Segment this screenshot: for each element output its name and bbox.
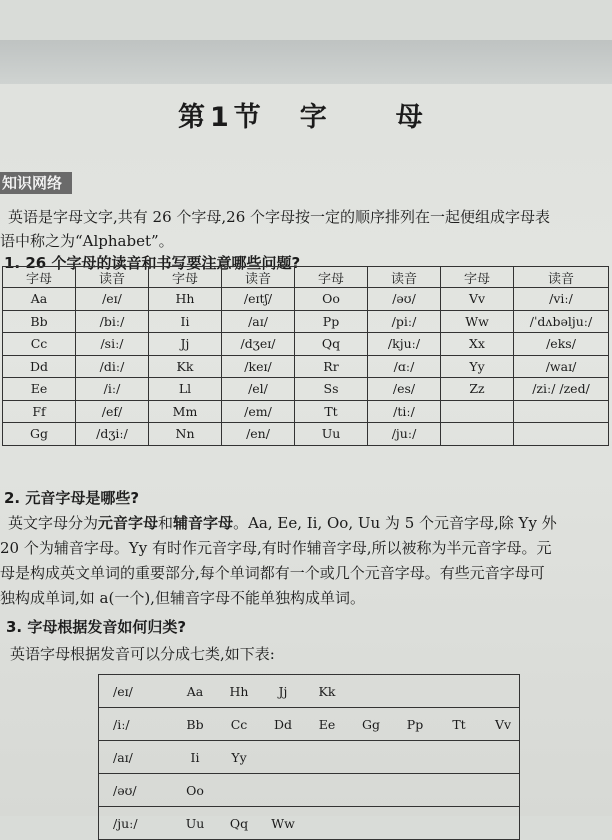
header-cell: 读音: [76, 267, 149, 288]
pronunciation-cell: /juː/: [368, 423, 441, 446]
letter-cell: Zz: [441, 378, 514, 401]
pronunciation-cell: [514, 400, 609, 423]
paragraph-2-line-3: 母是构成英文单词的重要部分,每个单词都有一个或几个元音字母。有些元音字母可: [0, 564, 545, 582]
header-cell: 字母: [3, 267, 76, 288]
letter-cell: Tt: [295, 400, 368, 423]
category-letter: Aa: [186, 683, 204, 699]
header-cell: 字母: [149, 267, 222, 288]
letter-cell: Gg: [3, 423, 76, 446]
table-row: [3, 310, 609, 333]
pronunciation-cell: /iː/: [76, 378, 149, 401]
letter-cell: Jj: [149, 333, 222, 356]
pronunciation-cell: /əʊ/: [368, 288, 441, 311]
category-letter: Ii: [190, 749, 200, 765]
intro-line-1: 英语是字母文字,共有 26 个字母,26 个字母按一定的顺序排列在一起便组成字母表: [8, 208, 551, 226]
letter-cell: Bb: [3, 310, 76, 333]
pronunciation-cell: /waɪ/: [514, 355, 609, 378]
pronunciation-cell: /diː/: [76, 355, 149, 378]
pronunciation-cell: /kjuː/: [368, 333, 441, 356]
pronunciation-category-table: [98, 674, 520, 840]
table-row: [3, 355, 609, 378]
letter-cell: Ss: [295, 378, 368, 401]
table-row: [3, 333, 609, 356]
pronunciation-cell: /es/: [368, 378, 441, 401]
paragraph-3: 英语字母根据发音可以分成七类,如下表:: [10, 645, 275, 663]
pronunciation-cell: /biː/: [76, 310, 149, 333]
category-letter: Bb: [186, 716, 204, 732]
pronunciation-cell: /ef/: [76, 400, 149, 423]
letter-cell: Aa: [3, 288, 76, 311]
category-letter: Cc: [230, 716, 248, 732]
letter-cell: Cc: [3, 333, 76, 356]
category-letter: Dd: [273, 716, 293, 732]
pronunciation-cell: /tiː/: [368, 400, 441, 423]
table-row: [3, 400, 609, 423]
pronunciation-cell: /eks/: [514, 333, 609, 356]
letter-cell: Kk: [149, 355, 222, 378]
question-1: 1. 26 个字母的读音和书写要注意哪些问题?: [4, 254, 301, 272]
alphabet-table: [2, 266, 609, 446]
category-letter: Tt: [452, 716, 466, 732]
letter-cell: [441, 400, 514, 423]
pronunciation-cell: [514, 423, 609, 446]
knowledge-network-badge: 知识网络: [0, 172, 72, 194]
question-2: 2. 元音字母是哪些?: [4, 489, 140, 507]
category-sound: /juː/: [113, 815, 138, 831]
letter-cell: Ii: [149, 310, 222, 333]
letter-cell: Ee: [3, 378, 76, 401]
category-letter: Jj: [278, 683, 288, 699]
pronunciation-cell: /viː/: [514, 288, 609, 311]
pronunciation-cell: /ziː/ /zed/: [514, 378, 609, 401]
pronunciation-cell: /piː/: [368, 310, 441, 333]
table-row: [3, 288, 609, 311]
category-letter: Pp: [406, 716, 424, 732]
header-cell: 读音: [368, 267, 441, 288]
letter-cell: Yy: [441, 355, 514, 378]
letter-cell: Ff: [3, 400, 76, 423]
letter-cell: Hh: [149, 288, 222, 311]
pronunciation-cell: /aɪ/: [222, 310, 295, 333]
pronunciation-cell: /ˈdʌbəljuː/: [514, 310, 609, 333]
category-letter: Vv: [494, 716, 512, 732]
letter-cell: Nn: [149, 423, 222, 446]
category-row: [99, 708, 519, 741]
category-row: [99, 807, 519, 839]
category-letter: Qq: [229, 815, 249, 831]
category-letter: Yy: [231, 749, 247, 765]
category-letter: Uu: [185, 815, 205, 831]
paragraph-2-line-1: 英文字母分为元音字母和辅音字母。Aa, Ee, Ii, Oo, Uu 为 5 个元音字母,除 Yy 外: [8, 514, 557, 532]
table-row: [3, 423, 609, 446]
category-sound: /iː/: [113, 716, 130, 732]
pronunciation-cell: /en/: [222, 423, 295, 446]
category-row: [99, 774, 519, 807]
category-letter: Oo: [186, 782, 204, 798]
category-letter: Kk: [318, 683, 336, 699]
category-sound: /eɪ/: [113, 683, 133, 699]
header-cell: 读音: [222, 267, 295, 288]
pronunciation-cell: /em/: [222, 400, 295, 423]
section-title: 第 1 节 字 母: [178, 102, 424, 133]
letter-cell: Rr: [295, 355, 368, 378]
previous-page-edge: [0, 40, 612, 84]
letter-cell: [441, 423, 514, 446]
letter-cell: Dd: [3, 355, 76, 378]
pronunciation-cell: /eɪtʃ/: [222, 288, 295, 311]
category-row: [99, 741, 519, 774]
letter-cell: Ww: [441, 310, 514, 333]
letter-cell: Pp: [295, 310, 368, 333]
pronunciation-cell: /el/: [222, 378, 295, 401]
pronunciation-cell: /keɪ/: [222, 355, 295, 378]
letter-cell: Qq: [295, 333, 368, 356]
category-sound: /aɪ/: [113, 749, 133, 765]
letter-cell: Oo: [295, 288, 368, 311]
category-letter: Ee: [318, 716, 336, 732]
category-row: [99, 675, 519, 708]
question-3: 3. 字母根据发音如何归类?: [6, 618, 187, 636]
category-letter: Hh: [229, 683, 249, 699]
letter-cell: Ll: [149, 378, 222, 401]
pronunciation-cell: /ɑː/: [368, 355, 441, 378]
paragraph-2-line-4: 独构成单词,如 a(一个),但辅音字母不能单独构成单词。: [0, 589, 365, 607]
pronunciation-cell: /dʒiː/: [76, 423, 149, 446]
category-sound: /əʊ/: [113, 782, 137, 798]
alphabet-table-header: [3, 267, 609, 288]
pronunciation-cell: /dʒeɪ/: [222, 333, 295, 356]
letter-cell: Xx: [441, 333, 514, 356]
header-cell: 字母: [441, 267, 514, 288]
header-cell: 读音: [514, 267, 609, 288]
category-letter: Gg: [362, 716, 380, 732]
letter-cell: Vv: [441, 288, 514, 311]
table-row: [3, 378, 609, 401]
letter-cell: Mm: [149, 400, 222, 423]
intro-line-2: 语中称之为“Alphabet”。: [0, 232, 174, 250]
paragraph-2-line-2: 20 个为辅音字母。Yy 有时作元音字母,有时作辅音字母,所以被称为半元音字母。元: [0, 539, 552, 557]
textbook-page: [0, 40, 612, 831]
pronunciation-cell: /eɪ/: [76, 288, 149, 311]
letter-cell: Uu: [295, 423, 368, 446]
pronunciation-cell: /siː/: [76, 333, 149, 356]
category-letter: Ww: [271, 815, 295, 831]
header-cell: 字母: [295, 267, 368, 288]
